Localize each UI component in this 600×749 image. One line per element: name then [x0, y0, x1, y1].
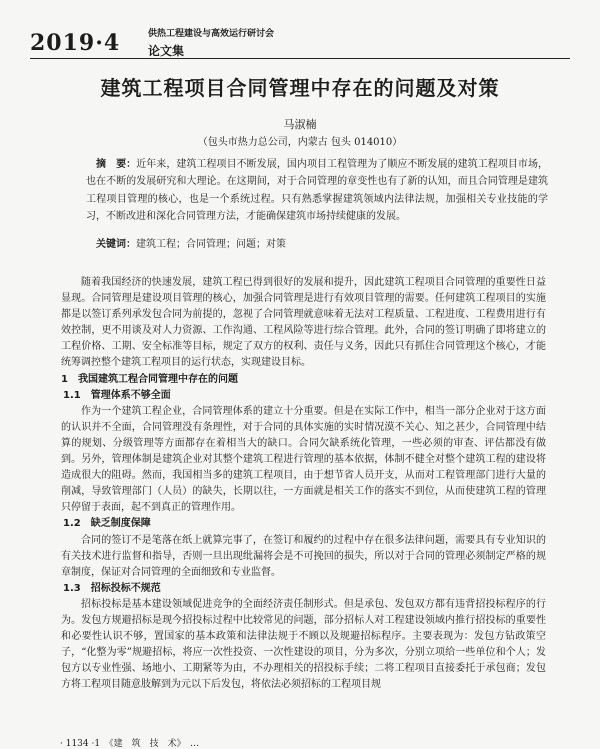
- paragraph: 作为一个建筑工程企业，合同管理体系的建立十分重要。但是在实际工作中，相当一部分企业对于这方面的认识并不全面，合同管理没有条理性，对于合同的具体实施的实时情况漠不关心、知之甚少，合同管理中结算的规划、分级管理等方面都存在着相当大的缺口。合同欠缺系统化管理，一些必须的审查、评估都没有做到。另外，管理体制是建筑企业对其整个建筑工程进行管理的基本依据，体制不健全对整个建筑工程的建设将造成很大的阻碍。然而，我国相当多的建筑工程项目，由于想节省人员开支，从而对工程管理部门进行大量的削减，导致管理部门（人员）的缺失，长期以往，一方面就是相关工作的落实不到位，从而使建筑工程的管理只停留于表面，起不到真正的管理作用。: [61, 405, 546, 514]
- abstract-label: 摘 要：: [96, 159, 137, 170]
- keywords-label: 关键词：: [96, 239, 136, 250]
- issue-number: 2019·4: [30, 30, 121, 56]
- subsection-heading: 1.2 缺乏制度保障: [63, 518, 151, 530]
- column-name: 论文集: [148, 44, 185, 58]
- subsection-heading: 1.1 管理体系不够全面: [63, 389, 171, 401]
- paragraph: 招标投标是基本建设领域促进竞争的全面经济责任制形式。但是承包、发包双方都有违背招投标程序的行为。发包方规避招标是现今招投标过程中比较常见的问题，部分招标人对工程建设领域内推行招投标的重要性和必要性认识不够，置国家的基本政策和法律法规于不顾以及规避招标程序。主要表现为：发包方钻政策空子，“化整为零”规避招标，将应一次性投资、一次性建设的项目，分为多次，分别立项给一些单位和个人；发包方以专业性强、场地小、工期紧等为由，不办理相关的招投标手续；二将工程项目直接委托于承包商；发包方将工程项目随意肢解到为元以下后发包，将依法必须招标的工程项目规: [61, 598, 546, 691]
- keywords-text: 建筑工程；合同管理；问题；对策: [136, 239, 286, 250]
- header-rule: [30, 58, 570, 59]
- conference-name: 供热工程建设与高效运行研讨会: [148, 29, 275, 39]
- abstract-text: 近年来，建筑工程项目不断发展，国内项目工程管理为了顺应不断发展的建筑工程项目市场，也在不断的发展研究和大理论。在这期间，对于合同管理的章变性也有了新的认知，而且合同管理是建筑工程项目管理的核心，也是一个系统过程。只有熟悉掌握建筑领域内法律法规，加强相关专业技能的学习，不断改进和深化合同管理方法，才能确保建筑市场持续健康的发展。: [86, 159, 549, 223]
- article-title: 建筑工程项目合同管理中存在的问题及对策: [100, 76, 500, 100]
- section-heading: 1 我国建筑工程合同管理中存在的问题: [61, 373, 238, 385]
- author-name: 马淑楠: [283, 118, 317, 131]
- abstract: [86, 156, 548, 226]
- article-body: [61, 275, 546, 693]
- author-affiliation: （包头市热力总公司，内蒙古 包头 014010）: [197, 137, 403, 148]
- paragraph: 合同的签订不是笔落在纸上就算完事了，在签订和履约的过程中存在很多法律问题，需要具有专业知识的有关技术进行监督和指导，否则一旦出现纰漏将会是不可挽回的损失，所以对于合同的管理必须制定严格的规章制度，保证对合同管理的全面细致和专业监督。: [61, 534, 546, 578]
- page-footer: · 1134 ·1 《建 筑 技 术》 …: [60, 739, 200, 749]
- intro-paragraph: 随着我国经济的快速发展，建筑工程已得到很好的发展和提升，因此建筑工程项目合同管理的重要性日益显现。合同管理是建设项目管理的核心，加强合同管理是进行有效项目管理的需要。任何建筑工程项目的实施都是以签订系列承发包合同为前提的，忽视了合同管理就意味着无法对工程质量、工程进度、工程费用进行有效控制，更不用谈及对人力资源、工作沟通、工程风险等进行综合管理。此外，合同的签订明确了即将建立的工程价格、工期、安全标准等目标，规定了双方的权利、责任与义务，因此只有抓住合同管理这个核心，才能统筹调控整个建筑工程项目的运行状态，实现建设目标。: [61, 277, 546, 369]
- subsection-heading: 1.3 招标投标不规范: [63, 582, 161, 594]
- keywords: [96, 235, 286, 250]
